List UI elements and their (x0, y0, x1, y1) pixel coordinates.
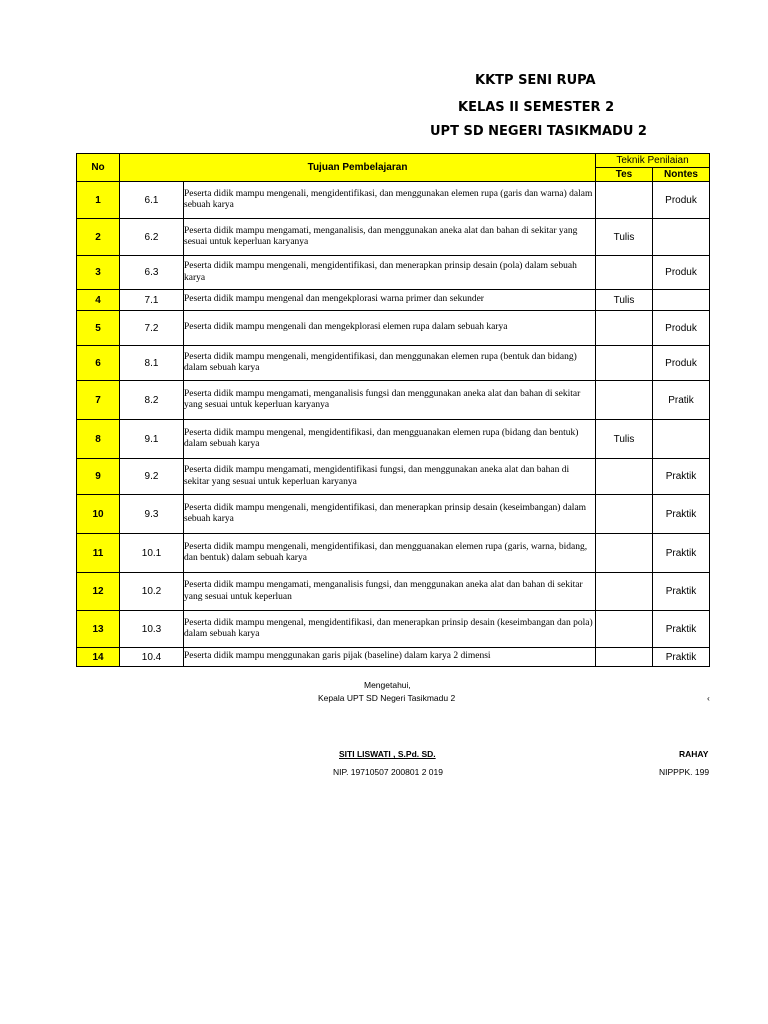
table-row (77, 256, 710, 290)
row-code: 6.3 (120, 256, 184, 290)
row-nontes: Produk (653, 346, 710, 381)
row-description: Peserta didik mampu mengenali, mengidentifikasi, dan menerapkan prinsip desain (pola) dalam sebuah karya (184, 256, 596, 290)
teacher-name: RAHAY (679, 749, 709, 759)
row-description: Peserta didik mampu menggunakan garis pijak (baseline) dalam karya 2 dimensi (184, 648, 596, 667)
row-tes (596, 256, 653, 290)
row-tes (596, 182, 653, 219)
table-row (77, 459, 710, 495)
row-description: Peserta didik mampu mengamati, menganalisis, dan menggunakan aneka alat dan bahan di sekitar yang sesuai untuk keperluan karyanya (184, 219, 596, 256)
row-description: Peserta didik mampu mengenal, mengidentifikasi, dan menerapkan prinsip desain (keseimbangan dan pola) dalam sebuah karya (184, 611, 596, 648)
table-row (77, 311, 710, 346)
row-no: 13 (77, 611, 120, 648)
table-row (77, 182, 710, 219)
row-tes (596, 495, 653, 534)
principal-name: SITI LISWATI , S.Pd. SD. (339, 749, 436, 759)
table-row (77, 573, 710, 611)
row-no: 12 (77, 573, 120, 611)
row-description: Peserta didik mampu mengamati, menganalisis fungsi dan menggunakan aneka alat dan bahan di sekitar yang sesuai untuk keperluan karyanya (184, 381, 596, 420)
row-code: 7.2 (120, 311, 184, 346)
row-description: Peserta didik mampu mengenal dan mengekplorasi warna primer dan sekunder (184, 290, 596, 311)
row-description: Peserta didik mampu mengenali, mengidentifikasi, dan menggunakan elemen rupa (garis dan warna) dalam sebuah karya (184, 182, 596, 219)
row-code: 9.3 (120, 495, 184, 534)
row-nontes: Praktik (653, 573, 710, 611)
row-description: Peserta didik mampu mengamati, menganalisis fungsi, dan menggunakan aneka alat dan bahan di sekitar yang sesuai untuk keperluan (184, 573, 596, 611)
row-code: 10.4 (120, 648, 184, 667)
row-code: 9.1 (120, 420, 184, 459)
row-no: 9 (77, 459, 120, 495)
row-no: 3 (77, 256, 120, 290)
row-code: 7.1 (120, 290, 184, 311)
class-semester-title: KELAS II SEMESTER 2 (458, 100, 615, 115)
table-row (77, 290, 710, 311)
header-tujuan: Tujuan Pembelajaran (120, 154, 596, 182)
table-row (77, 534, 710, 573)
row-tes (596, 611, 653, 648)
row-description: Peserta didik mampu mengenali dan mengekplorasi elemen rupa dalam sebuah karya (184, 311, 596, 346)
row-code: 10.1 (120, 534, 184, 573)
table-row (77, 648, 710, 667)
row-code: 10.2 (120, 573, 184, 611)
principal-nip: NIP. 19710507 200801 2 019 (333, 767, 443, 777)
row-no: 5 (77, 311, 120, 346)
row-code: 8.1 (120, 346, 184, 381)
row-code: 6.1 (120, 182, 184, 219)
row-description: Peserta didik mampu mengenal, mengidentifikasi, dan mengguanakan elemen rupa (bidang dan bentuk) dalam sebuah karya (184, 420, 596, 459)
row-nontes: Praktik (653, 648, 710, 667)
table-row (77, 420, 710, 459)
row-tes (596, 459, 653, 495)
row-tes: Tulis (596, 219, 653, 256)
kepala-label: Kepala UPT SD Negeri Tasikmadu 2 (318, 693, 456, 703)
row-description: Peserta didik mampu mengenali, mengidentifikasi, dan menggunakan elemen rupa (bentuk dan bidang) dalam sebuah karya (184, 346, 596, 381)
row-no: 10 (77, 495, 120, 534)
row-tes (596, 381, 653, 420)
header-tes: Tes (596, 168, 653, 182)
mengetahui-label: Mengetahui, (364, 680, 411, 690)
row-code: 9.2 (120, 459, 184, 495)
row-no: 7 (77, 381, 120, 420)
row-tes (596, 648, 653, 667)
row-nontes: Praktik (653, 534, 710, 573)
row-nontes: Praktik (653, 495, 710, 534)
table-row (77, 495, 710, 534)
row-tes (596, 534, 653, 573)
teacher-nip: NIPPPK. 199 (659, 767, 709, 777)
row-nontes: Praktik (653, 459, 710, 495)
row-nontes: Produk (653, 256, 710, 290)
row-tes: Tulis (596, 420, 653, 459)
row-tes (596, 573, 653, 611)
row-nontes: Produk (653, 311, 710, 346)
row-description: Peserta didik mampu mengenali, mengidentifikasi, dan mengguanakan elemen rupa (garis, warna, bidang, dan bentuk) dalam sebuah karya (184, 534, 596, 573)
table-row (77, 381, 710, 420)
row-tes (596, 311, 653, 346)
row-no: 6 (77, 346, 120, 381)
row-description: Peserta didik mampu mengamati, mengidentifikasi fungsi, dan menggunakan aneka alat dan bahan di sekitar yang sesuai untuk keperluan karyanya (184, 459, 596, 495)
edge-mark: ‹ (707, 693, 710, 703)
row-no: 8 (77, 420, 120, 459)
row-nontes (653, 420, 710, 459)
row-no: 11 (77, 534, 120, 573)
row-description: Peserta didik mampu mengenali, mengidentifikasi, dan menerapkan prinsip desain (keseimbangan) dalam sebuah karya (184, 495, 596, 534)
document-title: KKTP SENI RUPA (475, 73, 596, 88)
row-tes: Tulis (596, 290, 653, 311)
row-code: 6.2 (120, 219, 184, 256)
row-no: 4 (77, 290, 120, 311)
header-nontes: Nontes (653, 168, 710, 182)
row-nontes: Praktik (653, 611, 710, 648)
table-row (77, 219, 710, 256)
table-row (77, 346, 710, 381)
row-nontes: Pratik (653, 381, 710, 420)
row-code: 10.3 (120, 611, 184, 648)
header-no: No (77, 154, 120, 182)
kktp-table (76, 153, 710, 667)
table-row (77, 611, 710, 648)
row-code: 8.2 (120, 381, 184, 420)
row-no: 14 (77, 648, 120, 667)
row-nontes (653, 219, 710, 256)
header-teknik: Teknik Penilaian (596, 154, 710, 168)
school-title: UPT SD NEGERI TASIKMADU 2 (430, 124, 647, 139)
row-nontes: Produk (653, 182, 710, 219)
row-nontes (653, 290, 710, 311)
row-no: 2 (77, 219, 120, 256)
row-no: 1 (77, 182, 120, 219)
row-tes (596, 346, 653, 381)
